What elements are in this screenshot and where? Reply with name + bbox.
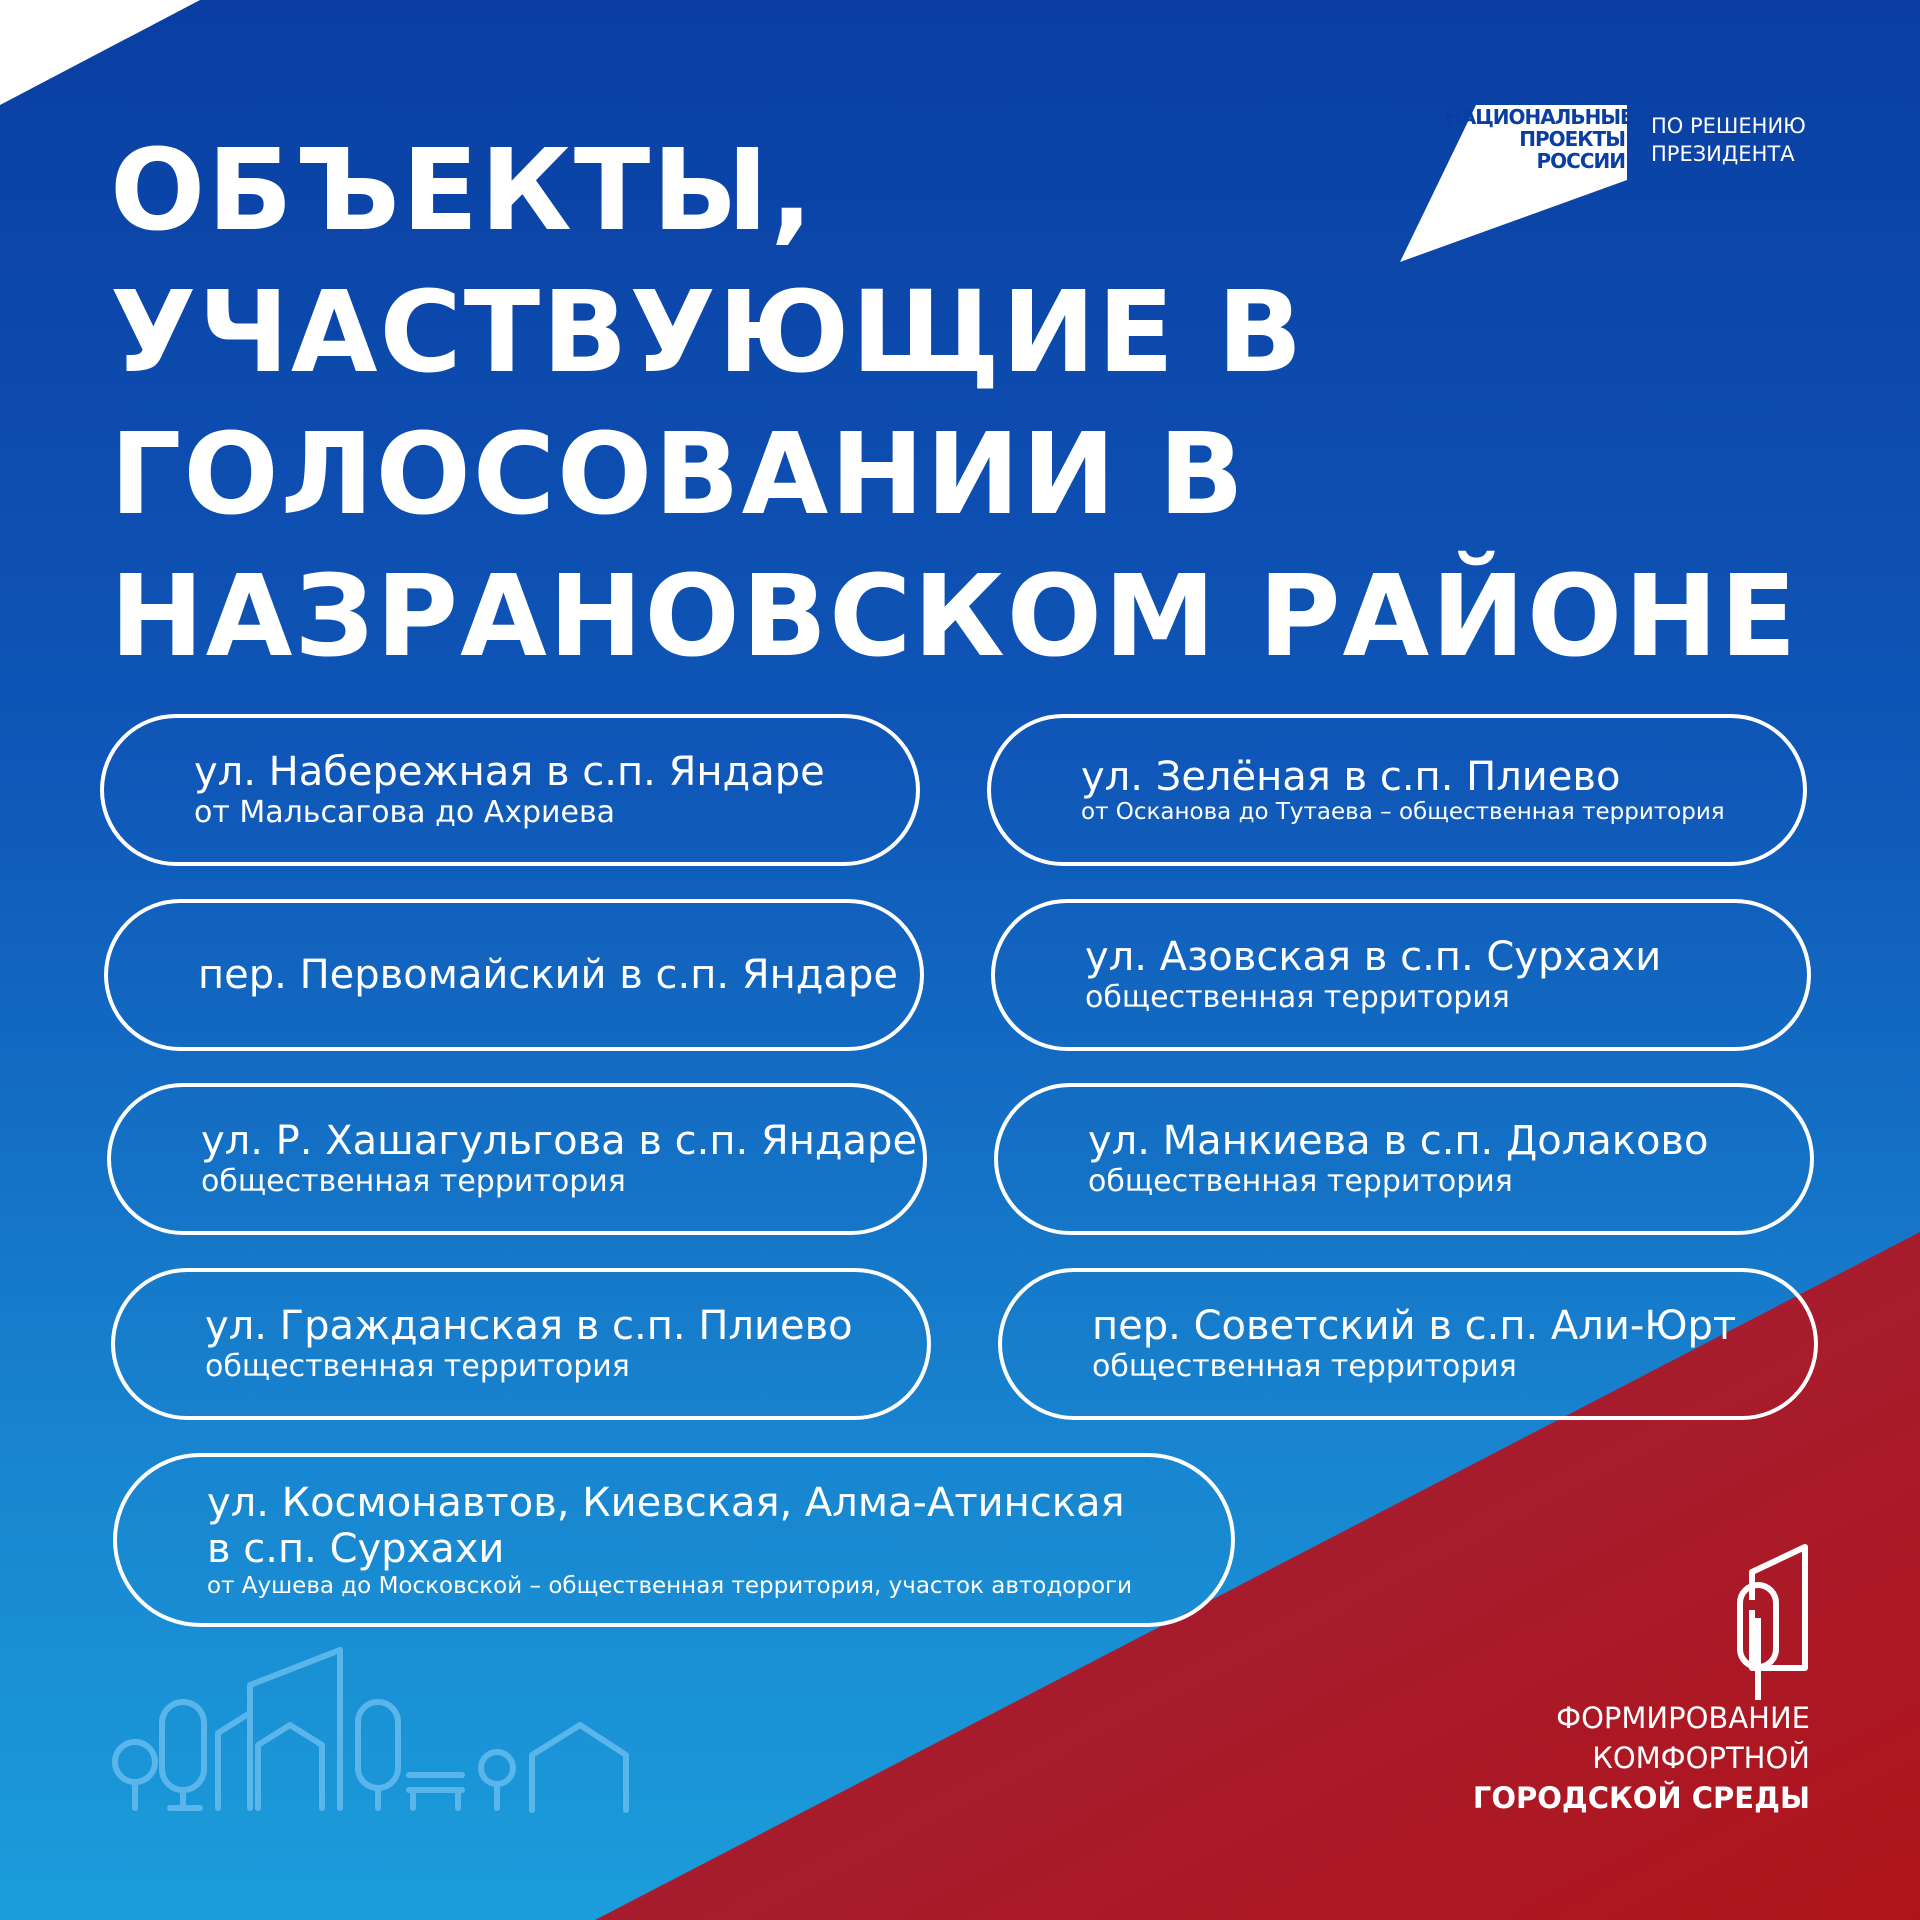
object-subtitle: от Аушева до Московской – общественная территория, участок автодороги	[207, 1573, 1133, 1599]
title-line: УЧАСТВУЮЩИЕ В	[110, 268, 1305, 398]
object-subtitle: общественная территория	[1088, 1164, 1513, 1199]
program-logo-text	[1473, 1698, 1810, 1818]
national-projects-logo-text	[1445, 105, 1633, 173]
object-title: ул. Космонавтов, Киевская, Алма-Атинская	[207, 1480, 1125, 1526]
city-skyline-icon	[115, 1650, 626, 1810]
logo-line: НАЦИОНАЛЬНЫЕ	[1445, 105, 1633, 129]
object-subtitle: общественная территория	[1085, 980, 1510, 1015]
object-title: ул. Гражданская в с.п. Плиево	[205, 1303, 853, 1349]
object-subtitle: общественная территория	[205, 1349, 630, 1384]
program-line: ГОРОДСКОЙ СРЕДЫ	[1472, 1781, 1810, 1815]
white-corner-stripe	[0, 0, 200, 105]
object-subtitle: от Осканова до Тутаева – общественная территория	[1081, 799, 1725, 825]
logo-line: ПРОЕКТЫ	[1519, 127, 1625, 151]
object-title: пер. Советский в с.п. Али-Юрт	[1092, 1303, 1737, 1349]
object-pill-zelenaya	[987, 714, 1807, 866]
object-pill-sovetsky	[998, 1268, 1818, 1420]
program-line: КОМФОРТНОЙ	[1592, 1741, 1810, 1775]
object-pill-kosmonavtov	[113, 1453, 1235, 1627]
title-line: ОБЪЕКТЫ,	[110, 126, 815, 256]
object-subtitle: общественная территория	[201, 1164, 626, 1199]
president-caption	[1651, 112, 1806, 168]
object-pill-mankieva	[994, 1083, 1814, 1235]
object-subtitle: от Мальсагова до Ахриева	[194, 795, 616, 830]
object-pill-pervomaysky	[104, 899, 924, 1051]
object-title: ул. Р. Хашагульгова в с.п. Яндаре	[201, 1118, 918, 1164]
object-title: пер. Первомайский в с.п. Яндаре	[198, 952, 898, 998]
object-title: ул. Набережная в с.п. Яндаре	[194, 749, 825, 795]
object-pill-naberezhnaya	[100, 714, 920, 866]
president-line: ПРЕЗИДЕНТА	[1651, 142, 1795, 166]
object-title: ул. Азовская в с.п. Сурхахи	[1085, 934, 1662, 980]
page-title	[110, 120, 1798, 688]
program-line: ФОРМИРОВАНИЕ	[1556, 1701, 1810, 1735]
title-line: НАЗРАНОВСКОМ РАЙОНЕ	[110, 552, 1799, 682]
title-line: ГОЛОСОВАНИИ В	[110, 410, 1246, 540]
logo-line: РОССИИ	[1536, 149, 1625, 173]
object-title: ул. Зелёная в с.п. Плиево	[1081, 754, 1621, 800]
object-title-continued: в с.п. Сурхахи	[207, 1526, 505, 1572]
object-pill-grazhdanskaya	[111, 1268, 931, 1420]
object-subtitle: общественная территория	[1092, 1349, 1517, 1384]
object-title: ул. Манкиева в с.п. Долаково	[1088, 1118, 1709, 1164]
object-pill-khashagulgova	[107, 1083, 927, 1235]
object-pill-azovskaya	[991, 899, 1811, 1051]
president-line: ПО РЕШЕНИЮ	[1651, 114, 1806, 138]
